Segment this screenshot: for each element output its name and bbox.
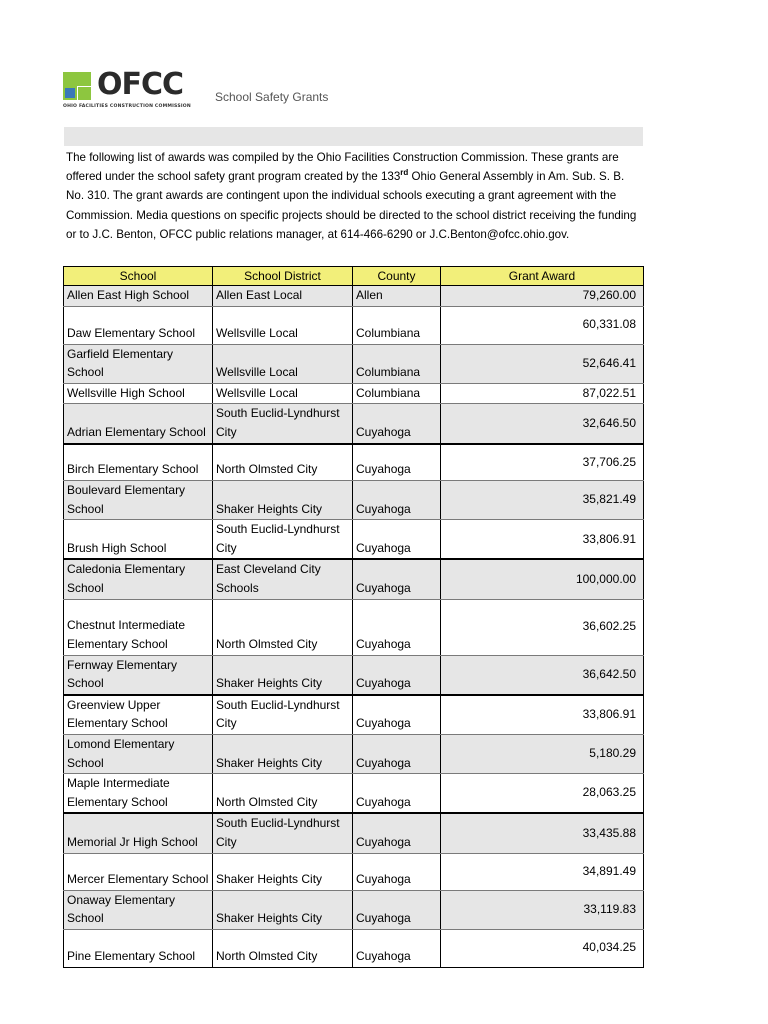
cell-district: South Euclid-Lyndhurst City [213,404,353,444]
cell-district: Shaker Heights City [213,481,353,520]
cell-award: 33,806.91 [441,695,644,735]
cell-award: 28,063.25 [441,774,644,814]
cell-award: 36,642.50 [441,655,644,695]
cell-school: Garfield Elementary School [64,344,213,383]
table-row [64,383,644,404]
header-school: School [64,267,213,286]
cell-award: 100,000.00 [441,559,644,599]
cell-district: Shaker Heights City [213,853,353,890]
table-row [64,929,644,967]
cell-district: South Euclid-Lyndhurst City [213,813,353,853]
cell-county: Columbiana [353,383,441,404]
cell-school: Chestnut Intermediate Elementary School [64,599,213,655]
cell-district: Wellsville Local [213,383,353,404]
cell-award: 33,435.88 [441,813,644,853]
table-row [64,286,644,307]
cell-school: Allen East High School [64,286,213,307]
table-row [64,344,644,383]
cell-award: 33,119.83 [441,890,644,929]
cell-county: Cuyahoga [353,444,441,481]
table-row [64,599,644,655]
intro-text-part2: Ohio General Assembly in Am. Sub. S. B. No. 310. The grant awards are contingent upon the individual schools executing a grant agreement with the Commission. Media questions on specific projects should be directed to the school district receiving the funding or to J.C. Benton, OFCC public relations manager, at 614-466-6290 or J.C.Benton@ofcc.ohio.gov. [66,170,637,241]
cell-district: South Euclid-Lyndhurst City [213,520,353,560]
cell-award: 33,806.91 [441,520,644,560]
cell-district: Allen East Local [213,286,353,307]
cell-school: Pine Elementary School [64,929,213,967]
cell-county: Columbiana [353,306,441,344]
cell-district: East Cleveland City Schools [213,559,353,599]
table-row [64,655,644,695]
header-school-district: School District [213,267,353,286]
intro-paragraph [66,148,644,244]
cell-award: 36,602.25 [441,599,644,655]
cell-school: Maple Intermediate Elementary School [64,774,213,814]
cell-school: Lomond Elementary School [64,735,213,774]
cell-district: South Euclid-Lyndhurst City [213,695,353,735]
cell-school: Onaway Elementary School [64,890,213,929]
cell-county: Cuyahoga [353,404,441,444]
cell-school: Boulevard Elementary School [64,481,213,520]
table-header-row [64,267,644,286]
document-title: School Safety Grants [215,90,329,104]
cell-county: Cuyahoga [353,695,441,735]
cell-county: Cuyahoga [353,735,441,774]
cell-county: Cuyahoga [353,774,441,814]
cell-award: 60,331.08 [441,306,644,344]
logo-subtitle: OHIO FACILITIES CONSTRUCTION COMMISSION [63,104,191,109]
table-row [64,559,644,599]
intro-text-part1: The following list of awards was compiled by the Ohio Facilities Construction Commission. These grants are offered under the school safety grant program created by the 133 [66,151,619,184]
intro-superscript: rd [400,168,409,178]
table-row [64,853,644,890]
cell-county: Cuyahoga [353,890,441,929]
cell-award: 87,022.51 [441,383,644,404]
cell-district: North Olmsted City [213,929,353,967]
cell-school: Daw Elementary School [64,306,213,344]
cell-district: North Olmsted City [213,444,353,481]
header-divider-bar [64,127,643,146]
cell-school: Caledonia Elementary School [64,559,213,599]
cell-county: Allen [353,286,441,307]
cell-district: Shaker Heights City [213,735,353,774]
cell-district: Shaker Heights City [213,890,353,929]
cell-district: Shaker Heights City [213,655,353,695]
cell-district: North Olmsted City [213,774,353,814]
ofcc-logo-icon [63,72,93,100]
table-row [64,306,644,344]
table-row [64,774,644,814]
cell-award: 35,821.49 [441,481,644,520]
cell-school: Greenview Upper Elementary School [64,695,213,735]
table-row [64,520,644,560]
cell-school: Fernway Elementary School [64,655,213,695]
cell-school: Mercer Elementary School [64,853,213,890]
cell-county: Cuyahoga [353,655,441,695]
cell-county: Cuyahoga [353,599,441,655]
page-header [63,67,643,116]
cell-county: Cuyahoga [353,520,441,560]
cell-county: Cuyahoga [353,853,441,890]
logo-text: OFCC [97,67,184,102]
table-row [64,735,644,774]
table-row [64,481,644,520]
cell-award: 32,646.50 [441,404,644,444]
cell-award: 40,034.25 [441,929,644,967]
cell-award: 34,891.49 [441,853,644,890]
cell-school: Memorial Jr High School [64,813,213,853]
cell-district: Wellsville Local [213,344,353,383]
awards-table [63,266,644,968]
cell-school: Adrian Elementary School [64,404,213,444]
cell-district: North Olmsted City [213,599,353,655]
cell-county: Cuyahoga [353,559,441,599]
cell-award: 79,260.00 [441,286,644,307]
cell-county: Cuyahoga [353,813,441,853]
cell-award: 5,180.29 [441,735,644,774]
cell-award: 52,646.41 [441,344,644,383]
table-row [64,813,644,853]
cell-county: Cuyahoga [353,481,441,520]
table-row [64,695,644,735]
cell-school: Wellsville High School [64,383,213,404]
cell-district: Wellsville Local [213,306,353,344]
table-row [64,404,644,444]
cell-school: Brush High School [64,520,213,560]
cell-school: Birch Elementary School [64,444,213,481]
header-grant-award: Grant Award [441,267,644,286]
header-county: County [353,267,441,286]
cell-award: 37,706.25 [441,444,644,481]
cell-county: Cuyahoga [353,929,441,967]
cell-county: Columbiana [353,344,441,383]
table-row [64,890,644,929]
table-row [64,444,644,481]
